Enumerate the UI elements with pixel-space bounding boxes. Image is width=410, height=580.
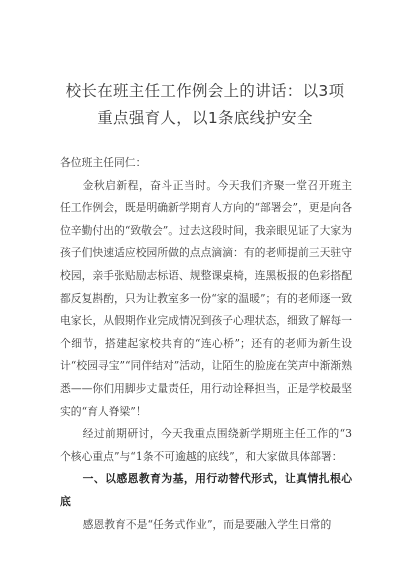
salutation: 各位班主任同仁： bbox=[60, 156, 147, 169]
section-heading-1: 一、以感恩教育为基，用行动替代形式，让真情扎根心底 bbox=[60, 472, 352, 508]
paragraph-section-1: 感恩教育不是“任务式作业”，而是要融入学生日常的 bbox=[82, 517, 332, 531]
paragraph-overview: 经过前期研讨，今天我重点围绕新学期班主任工作的“3个核心重点”与“1条不可逾越的底线”，和大家做具体部署： bbox=[60, 427, 352, 463]
document-title: 校长在班主任工作例会上的讲话：以3项重点强育人，以1条底线护安全 bbox=[65, 82, 345, 127]
paragraph-opening: 金秋启新程，奋斗正当时。今天我们齐聚一堂召开班主任工作例会，既是明确新学期育人方向的“部署会”，更是向各位辛勤付出的“致敬会”。过去这段时间，我亲眼见证了大家为孩子们快速适应校园所做的点点滴滴：有的老师提前三天驻守校园，亲手张贴励志标语、规整课桌椅，连黑板报的色彩搭配都反复斟酌，只为让教室多一份“家的温暖”；有的老师逐一致电家长，从假期作业完成情况到孩子心理状态，细致了解每一个细节，搭建起家校共育的“连心桥”；还有的老师为新生设计“校园寻宝”“同伴结对”活动，让陌生的脸庞在笑声中渐渐熟悉——你们用脚步丈量责任，用行动诠释担当，正是学校最坚实的“育人脊梁”！ bbox=[60, 178, 352, 418]
document-body bbox=[60, 152, 352, 536]
